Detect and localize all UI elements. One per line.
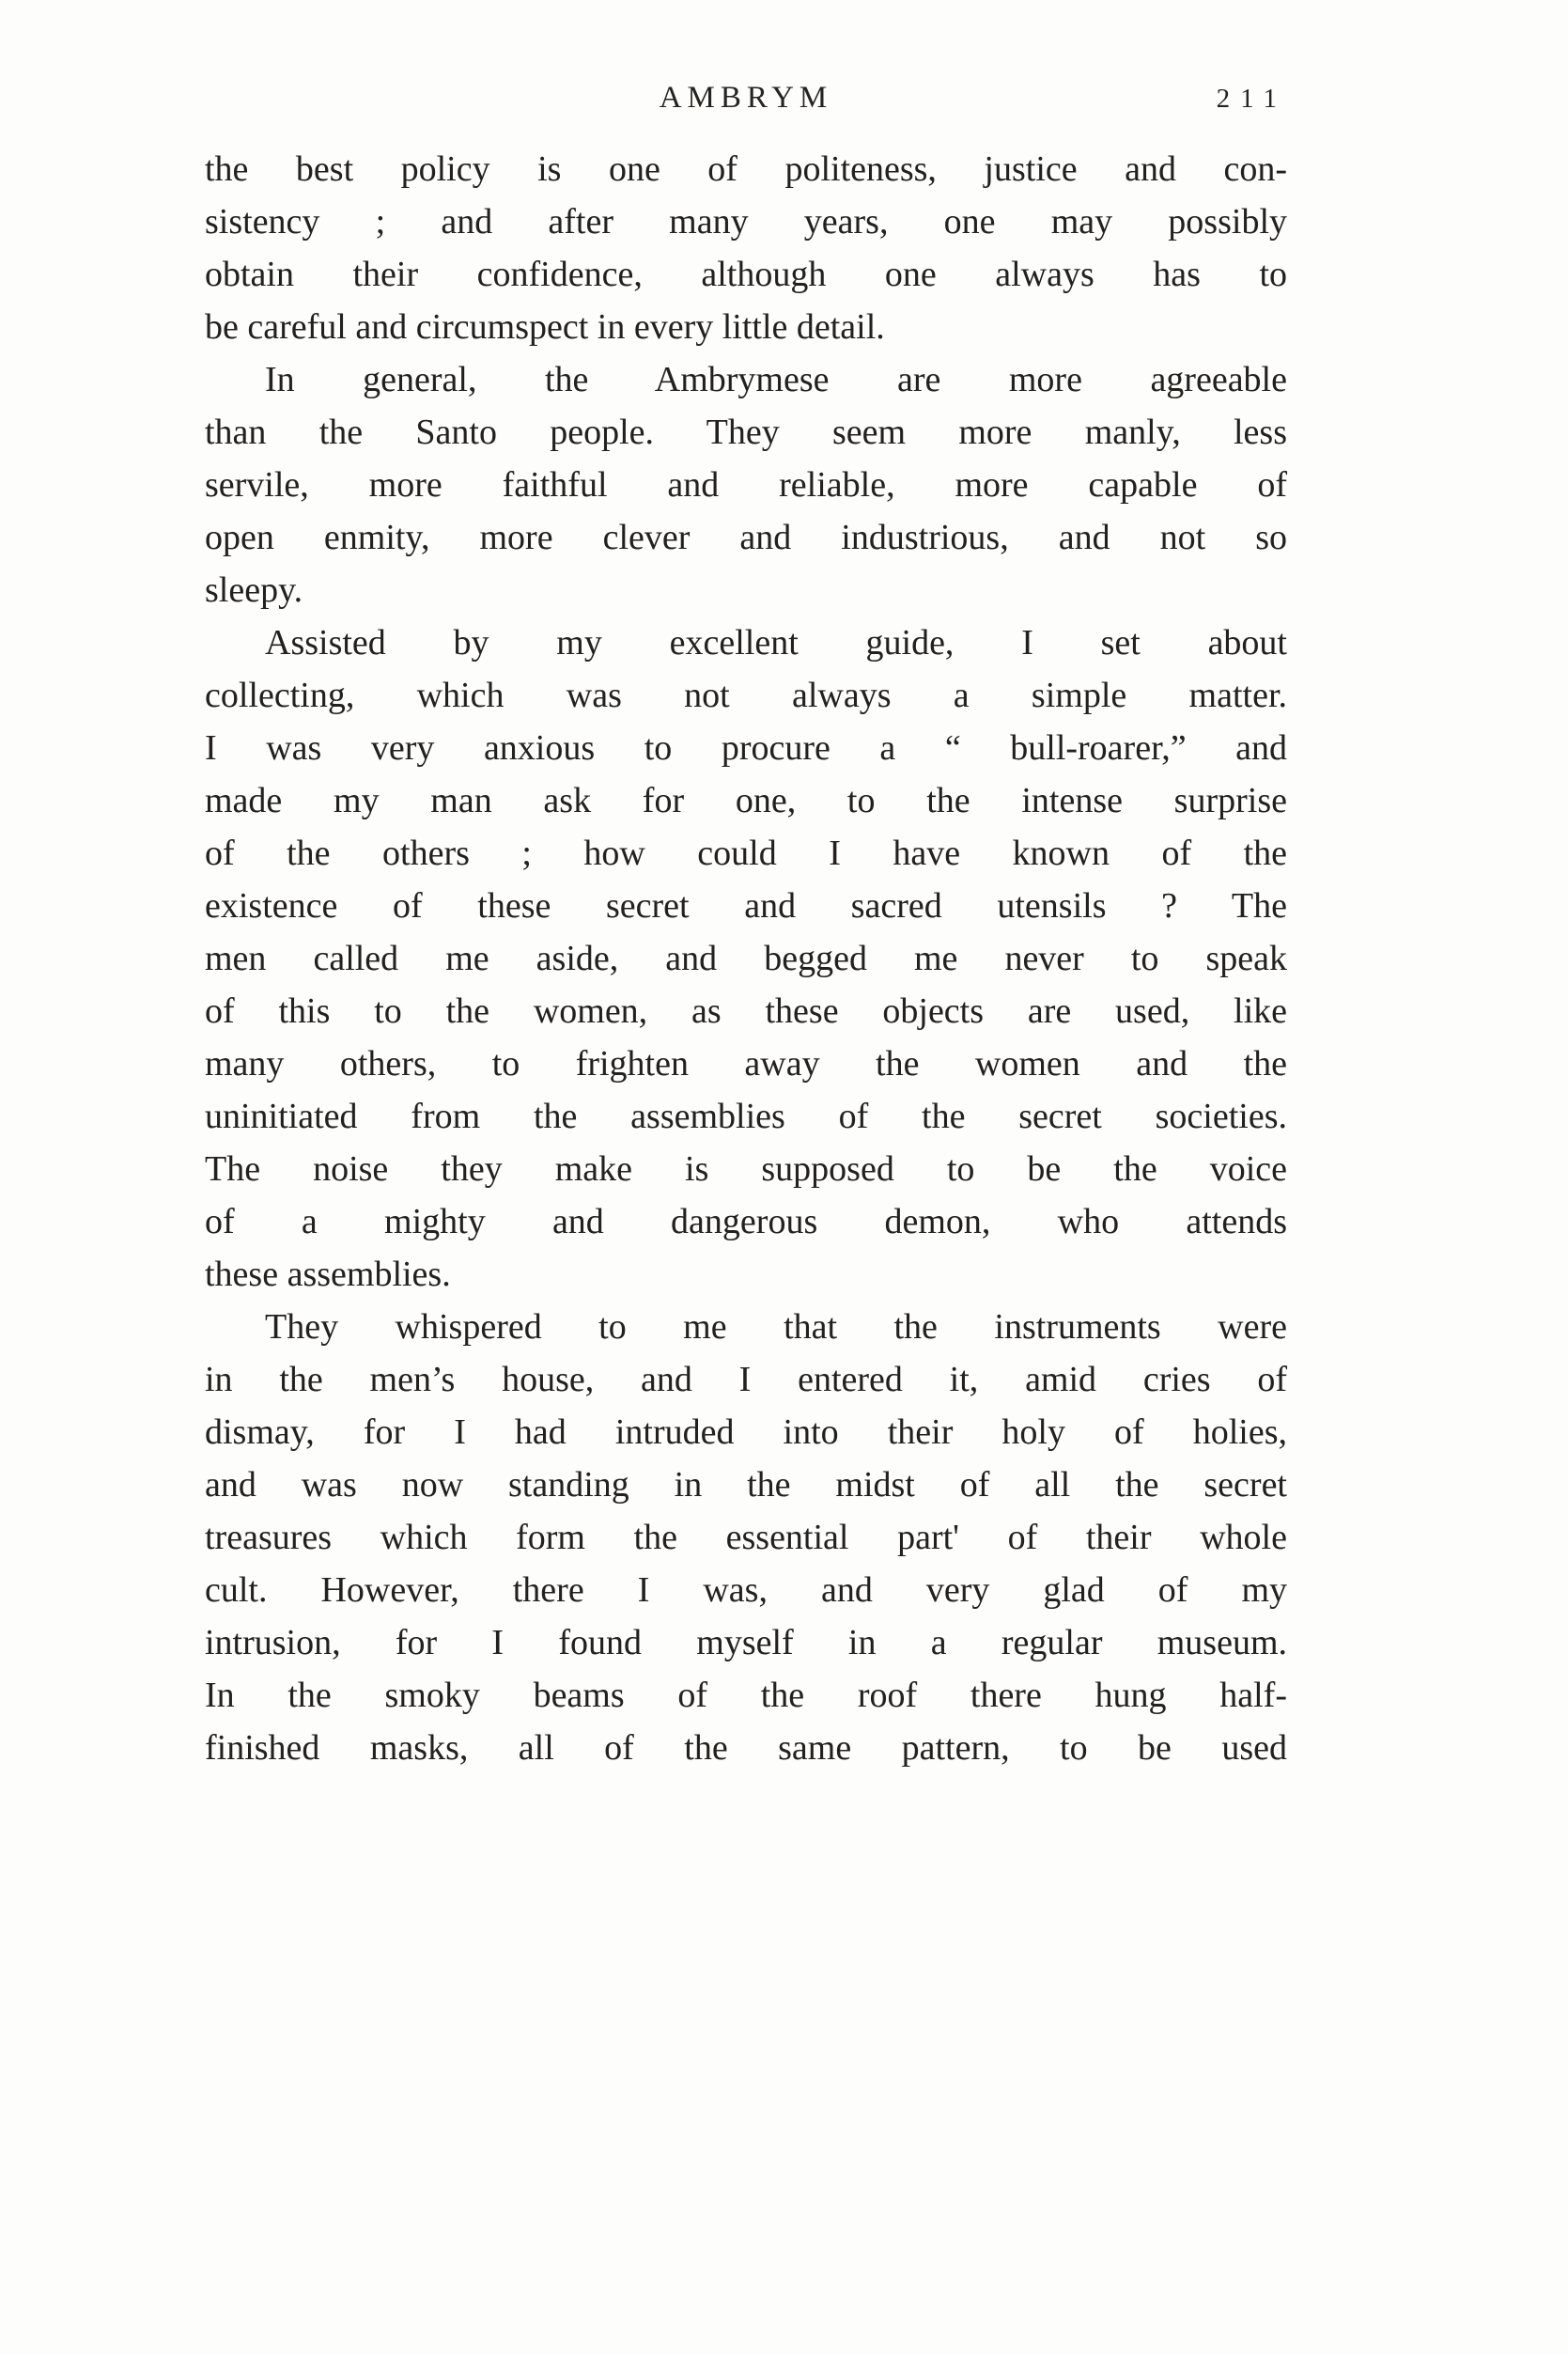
- running-head: [205, 81, 1287, 124]
- text-line: be careful and circumspect in every little detail.: [205, 307, 885, 347]
- text-line: dismay, for I had intruded into their holy of holies,: [205, 1412, 1287, 1452]
- text-line: these assemblies.: [205, 1255, 451, 1294]
- text-line: finished masks, all of the same pattern, to be used: [205, 1728, 1287, 1768]
- paragraph: [205, 1301, 1287, 1774]
- text-line: They whispered to me that the instruments were: [265, 1307, 1287, 1347]
- text-line: In the smoky beams of the roof there hung half-: [205, 1676, 1287, 1715]
- text-line: In general, the Ambrymese are more agreeable: [265, 360, 1287, 399]
- text-line: of a mighty and dangerous demon, who attends: [205, 1202, 1287, 1241]
- text-line: sleepy.: [205, 570, 303, 610]
- text-line: The noise they make is supposed to be the voice: [205, 1149, 1287, 1189]
- text-line: of the others ; how could I have known of the: [205, 834, 1287, 873]
- page-title: AMBRYM: [659, 81, 833, 115]
- text-line: sistency ; and after many years, one may possibly: [205, 202, 1287, 242]
- text-line: many others, to frighten away the women and the: [205, 1044, 1287, 1084]
- text-line: of this to the women, as these objects are used, like: [205, 991, 1287, 1031]
- text-line: the best policy is one of politeness, justice and con-: [205, 149, 1287, 189]
- text-line: uninitiated from the assemblies of the secret societies.: [205, 1097, 1287, 1136]
- text-line: open enmity, more clever and industrious, and not so: [205, 518, 1287, 557]
- text-block: [205, 143, 1287, 1774]
- text-line: I was very anxious to procure a “ bull-roarer,” and: [205, 728, 1287, 768]
- paragraph: [205, 616, 1287, 1301]
- text-line: cult. However, there I was, and very glad of my: [205, 1570, 1287, 1610]
- text-line: existence of these secret and sacred utensils ? The: [205, 886, 1287, 926]
- text-line: intrusion, for I found myself in a regular museum.: [205, 1623, 1287, 1662]
- text-line: in the men’s house, and I entered it, amid cries of: [205, 1360, 1287, 1399]
- text-line: obtain their confidence, although one always has to: [205, 255, 1287, 294]
- text-line: treasures which form the essential part' of their whole: [205, 1518, 1287, 1557]
- text-line: made my man ask for one, to the intense surprise: [205, 781, 1287, 820]
- page-content: [205, 81, 1287, 1774]
- text-line: Assisted by my excellent guide, I set about: [265, 623, 1287, 663]
- paragraph: [205, 143, 1287, 353]
- paragraph: [205, 353, 1287, 616]
- text-line: servile, more faithful and reliable, more capable of: [205, 465, 1287, 505]
- page-number: 211: [1216, 84, 1287, 114]
- text-line: collecting, which was not always a simple matter.: [205, 676, 1287, 715]
- text-line: men called me aside, and begged me never to speak: [205, 939, 1287, 978]
- text-line: and was now standing in the midst of all the secret: [205, 1465, 1287, 1505]
- text-line: than the Santo people. They seem more manly, less: [205, 413, 1287, 452]
